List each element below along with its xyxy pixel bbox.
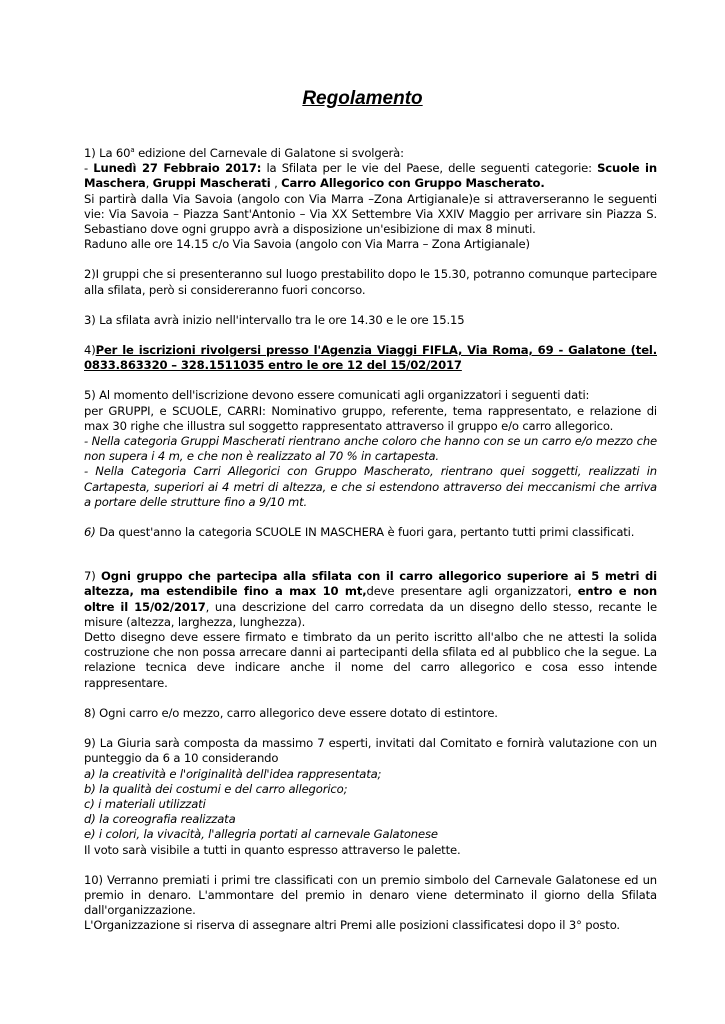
section-7 [84, 569, 657, 630]
section-10-para-2: L'Organizzazione si riserva di assegnare altri Premi alle posizioni classificatesi dopo il 3° posto. [84, 918, 620, 933]
section-6-number: 6) [84, 525, 96, 540]
section-3: 3) La sfilata avrà inizio nell'intervallo tra le ore 14.30 e le ore 15.15 [84, 312, 465, 327]
section-1-route: Si partirà dalla Via Savoia (angolo con Via Marra –Zona Artigianale)e si attraverseranno le seguenti vie: Via Savoia – Piazza Sant'Antonio – Via XX Settembre Via XXIV Maggio per arrivare sin Piazza S. Sebastiano dove ogni gruppo avrà a disposizione un'esibizione di max 8 minuti. [84, 191, 657, 237]
section-5-note-1: - Nella categoria Gruppi Mascherati rientrano anche coloro che hanno con se un carro e/o mezzo che non supera i 4 m, e che non è realizzato al 70 % in cartapesta. [84, 434, 657, 464]
section-5-note-2: - Nella Categoria Carri Allegorici con Gruppo Mascherato, rientrano quei soggetti, realizzati in Cartapesta, superiori ai 4 metri di altezza, e che si estendono attraverso dei meccanismi che arriva a portare delle strutture fino a 9/10 mt. [84, 464, 657, 509]
criteria-item-b: b) la qualità dei costumi e del carro allegorico; [84, 781, 348, 796]
criteria-item-c: c) i materiali utilizzati [84, 796, 206, 811]
section-5-intro: 5) Al momento dell'iscrizione devono essere comunicati agli organizzatori i seguenti dati: [84, 388, 590, 403]
section-1-parade [84, 161, 657, 191]
section-7-deadline: entro e non oltre il 15/02/2017 [84, 584, 657, 614]
section-5-para: per GRUPPI, e SCUOLE, CARRI: Nominativo gruppo, referente, tema rappresentato, e relazione di max 30 righe che illustra sul soggetto rappresentato attraverso il gruppo e/o carro allegorico. [84, 403, 657, 433]
criteria-item-e: e) i colori, la vivacità, l'allegria portati al carnevale Galatonese [84, 827, 438, 842]
regulation-body [84, 146, 657, 934]
section-7-number: 7) [84, 569, 101, 584]
section-1-intro-text: 1) La 60 [84, 146, 131, 160]
separator: , [270, 176, 282, 191]
section-10-para-1: 10) Verranno premiati i primi tre classificati con un premio simbolo del Carnevale Galatonese ed un premio in denaro. L'ammontare del premio in denaro viene determinato il giorno della Sfilata dall'organizzazione. [84, 872, 657, 918]
section-7-text-1: deve presentare agli organizzatori, [366, 584, 578, 599]
section-6-text: Da quest'anno la categoria SCUOLE IN MASCHERA è fuori gara, pertanto tutti primi classificati. [95, 525, 635, 540]
parade-text: la Sfilata per le vie del Paese, delle seguenti categorie: [261, 161, 598, 176]
criteria-item-d: d) la coreografia realizzata [84, 812, 236, 827]
section-9-closing: Il voto sarà visibile a tutti in quanto espresso attraverso le palette. [84, 842, 461, 857]
section-8: 8) Ogni carro e/o mezzo, carro allegorico deve essere dotato di estintore. [84, 705, 498, 720]
dash: - [84, 161, 94, 176]
section-6 [84, 525, 657, 540]
separator: , [145, 176, 153, 191]
registration-info: Per le iscrizioni rivolgersi presso l'Agenzia Viaggi FIFLA, Via Roma, 69 - Galatone (tel. 0833.863320 – 328.1511035 entro le ore 12 del 15/02/2017 [84, 343, 657, 373]
ordinal-superscript: a [130, 146, 135, 155]
section-7-text-2: , una descrizione del carro corredata da un disegno dello stesso, recante le misure (altezza, larghezza, lunghezza). [84, 599, 657, 629]
section-1-intro [84, 146, 657, 161]
section-7-bold-1: Ogni gruppo che partecipa alla sfilata con il carro allegorico superiore ai 5 metri di altezza, ma estendibile fino a max 10 mt, [84, 569, 657, 599]
section-4 [84, 343, 657, 373]
section-7-para-2: Detto disegno deve essere firmato e timbrato da un perito iscritto all'albo che ne attesti la solida costruzione che non possa arrecare danni ai partecipanti della sfilata ed al pubblico che la segue. La relazione tecnica deve indicare anche il nome del carro allegorico e cosa esso intende rappresentare. [84, 630, 657, 690]
section-2: 2)I gruppi che si presenteranno sul luogo prestabilito dopo le 15.30, potranno comunque partecipare alla sfilata, però si considereranno fuori concorso. [84, 267, 657, 297]
section-9-intro: 9) La Giuria sarà composta da massimo 7 esperti, invitati dal Comitato e fornirà valutazione con un punteggio da 6 a 10 considerando [84, 736, 657, 766]
category-gruppi: Gruppi Mascherati [152, 176, 271, 191]
section-1-raduno: Raduno alle ore 14.15 c/o Via Savoia (angolo con Via Marra – Zona Artigianale) [84, 237, 530, 252]
parade-date: Lunedì 27 Febbraio 2017: [93, 161, 262, 176]
section-4-number: 4) [84, 343, 96, 358]
category-scuole: Scuole in Maschera [84, 161, 657, 191]
page-title: Regolamento [302, 88, 423, 109]
section-1-intro-tail: edizione del Carnevale di Galatone si svolgerà: [134, 146, 404, 160]
criteria-item-a: a) la creatività e l'originalità dell'idea rappresentata; [84, 766, 382, 781]
category-carro: Carro Allegorico con Gruppo Mascherato. [281, 176, 545, 191]
